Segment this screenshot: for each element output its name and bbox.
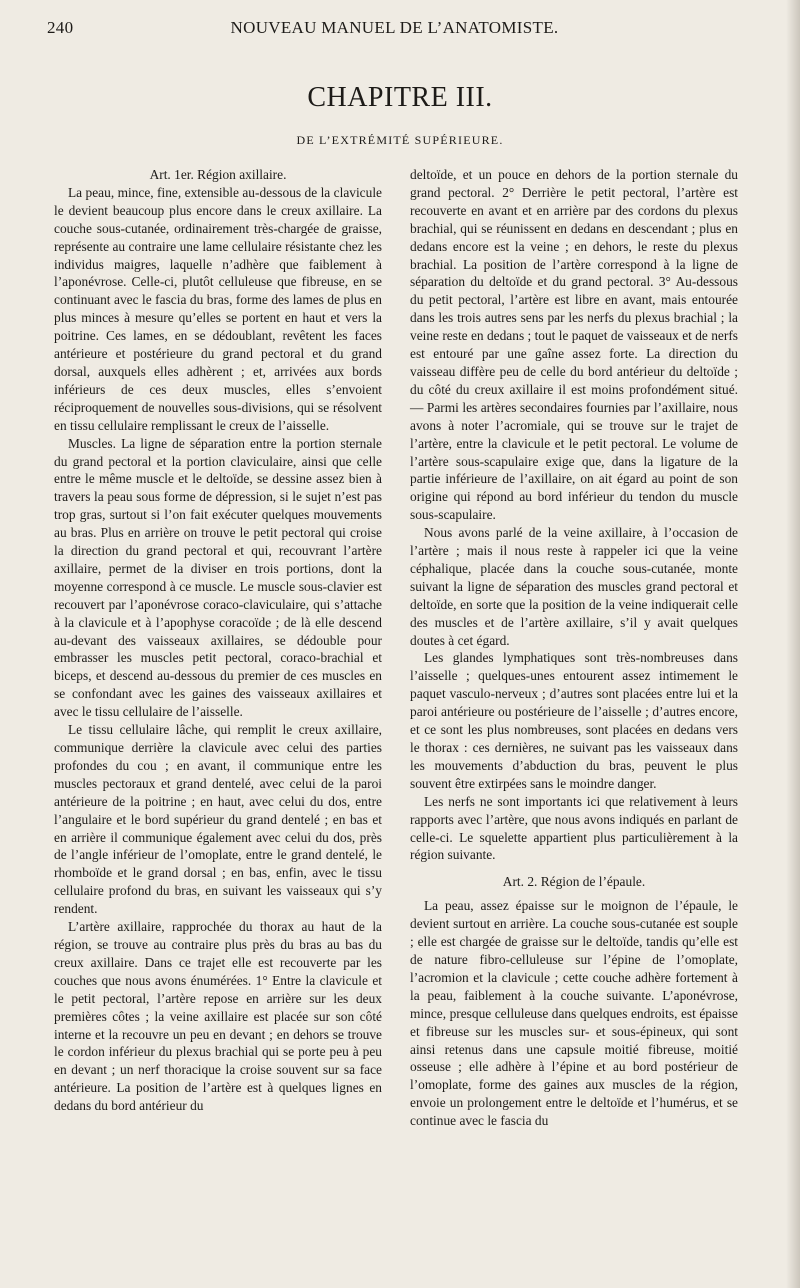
paragraph: Les glandes lymphatiques sont très-nombreuses dans l’aisselle ; quelques-unes entourent assez intimement le paquet vasculo-nerveux ; d’autres sont placées entre lui et la paroi antérieure ou postérieure de l’aisselle ; d’autres encore, et ce sont les plus nombreuses, sont placées en dedans vers le thorax : ces dernières, ne suivant pas les vaisseaux dans les mouvements d’abduction du bras, peuvent le plus souvent être extirpées sans le moindre danger. xyxy=(410,650,738,791)
article-2-heading: Art. 2. Région de l’épaule. xyxy=(502,874,646,890)
chapter-title: CHAPITRE III. xyxy=(307,82,493,113)
paragraph: La peau, assez épaisse sur le moignon de l’épaule, le devient surtout en arrière. La couche sous-cutanée est souple ; elle est chargée de graisse sur le deltoïde, tandis qu’elle est de nature fibro-celluleuse sur l’épine de l’omoplate, l’acromion et la clavicule ; cette couche adhère fortement à la peau, faiblement à la couche suivante. L’aponévrose, mince, presque celluleuse dans quelques endroits, est épaisse et fibreuse sur les muscles sur- et sous-épineux, qui sont ainsi retenus dans une capsule moitié fibreuse, moitié osseuse ; elle adhère à l’épine et au bord postérieur de l’omoplate, forme des gaines aux muscles de la région, envoie un prolongement entre le deltoïde et l’humérus, et se continue avec le fascia du xyxy=(410,898,738,1129)
paragraph: Les nerfs ne sont importants ici que relativement à leurs rapports avec l’artère, que nous avons indiqués en parlant de celle-ci. Le squelette appartient plus particulièrement à la région suivante. xyxy=(410,793,738,863)
paragraph: Nous avons parlé de la veine axillaire, à l’occasion de l’artère ; mais il nous reste à rappeler ici que la veine céphalique, placée dans la couche sous-cutanée, monte suivant la ligne de séparation des muscles grand pectoral et deltoïde, en sorte que la position de la veine indiquerait celle des muscles et de l’artère axillaire, s’il y avait quelques doutes à cet égard. xyxy=(410,525,738,648)
left-column xyxy=(54,166,382,1115)
running-head xyxy=(47,18,742,40)
running-title: NOUVEAU MANUEL DE L’ANATOMISTE. xyxy=(230,18,559,37)
right-column xyxy=(410,166,738,1130)
chapter-subtitle: DE L’EXTRÉMITÉ SUPÉRIEURE. xyxy=(296,133,504,147)
page-number: 240 xyxy=(47,18,74,37)
paragraph: Muscles. La ligne de séparation entre la portion sternale du grand pectoral et la portion claviculaire, ainsi que celle entre le même muscle et le deltoïde, se dessine assez bien à travers la peau sous forme de dépression, si le sujet n’est pas trop gras, surtout si l’on fait exécuter quelques mouvements au bras. Plus en arrière on trouve le petit pectoral qui croise la direction du grand pectoral et qui, recouvrant l’artère axillaire, permet de la diviser en trois portions, dont la moyenne correspond à ce muscle. Le muscle sous-clavier est recouvert par l’aponévrose coraco-claviculaire, qui s’attache à la clavicule et à l’apophyse coracoïde ; de là elle descend au-devant des vaisseaux axillaires, se dédouble pour embrasser les muscles petit pectoral, coraco-brachial et biceps, et descend au-dessous du premier de ces muscles en se confondant avec les gaines des vaisseaux axillaires et avec le tissu cellulaire de l’aisselle. xyxy=(54,435,382,720)
page-edge-shadow xyxy=(786,0,800,1288)
paragraph: deltoïde, et un pouce en dehors de la portion sternale du grand pectoral. 2° Derrière le petit pectoral, l’artère est recouverte en avant et en arrière par des cordons du plexus brachial, qui se réunissent en dedans en descendant ; plus en dedans encore est la veine ; en dehors, le reste du plexus brachial. La position de l’artère correspond à la ligne de séparation du deltoïde et du grand pectoral. 3° Au-dessous du petit pectoral, l’artère est libre en avant, mais entourée dans les trois autres sens par les nerfs du plexus brachial ; la veine reste en dedans ; tout le paquet de vaisseaux et de nerfs est entouré par une gaîne assez forte. La direction du vaisseau diffère peu de celle du bord antérieur du deltoïde ; du côté du creux axillaire il est moins profondément situé. — Parmi les artères secondaires fournies par l’axillaire, nous avons à noter l’acromiale, qui se trouve sur le trajet de l’artère, entre la clavicule et le petit pectoral. Le volume de l’artère sous-scapulaire exige que, dans la ligature de la partie inférieure de l’axillaire, on ait égard au point de son origine qui répond au bord inférieur du tendon du muscle sous-scapulaire. xyxy=(410,167,738,523)
paragraph: L’artère axillaire, rapprochée du thorax au haut de la région, se trouve au contraire plus près du bras au bas du creux axillaire. Dans ce trajet elle est recouverte par les couches que nous avons énumérées. 1° Entre la clavicule et le petit pectoral, l’artère repose en arrière sur les deux premières côtes ; la veine axillaire est placée sur son côté interne et la recouvre un peu en devant ; en dehors se trouve le cordon inférieur du plexus brachial qui se porte peu à peu en devant ; un nerf thoracique la croise souvent sur sa face antérieure. La position de l’artère est à quelques lignes en dedans du bord antérieur du xyxy=(54,919,382,1114)
paragraph: Le tissu cellulaire lâche, qui remplit le creux axillaire, communique derrière la clavicule avec celui des parties profondes du cou ; en avant, il communique entre les muscles pectoraux et grand dentelé, avec celui de la paroi antérieure de la poitrine ; en haut, avec celui du dos, entre l’angulaire et le bord supérieur du grand dentelé ; en bas et en arrière il communique également avec celui du dos, près de l’angle inférieur de l’omoplate, entre le grand dentelé, le rhomboïde et le grand dorsal ; en bas, enfin, avec le tissu cellulaire profond du bras, en suivant les vaisseaux qui s’y rendent. xyxy=(54,722,382,917)
paragraph: La peau, mince, fine, extensible au-dessous de la clavicule le devient beaucoup plus encore dans le creux axillaire. La couche sous-cutanée, ordinairement très-chargée de graisse, représente au contraire une lame cellulaire résistante chez les individus maigres, laquelle n’adhère que faiblement à l’aponévrose. Celle-ci, plutôt celluleuse que fibreuse, en se continuant avec le fascia du bras, forme des lames de plus en plus minces à mesure qu’elles se portent en haut et vers la poitrine. Ces lames, en se dédoublant, revêtent les faces antérieure et postérieure du grand pectoral et du grand dorsal, auxquels elles adhèrent ; et, arrivées aux bords inférieurs de ces deux muscles, elles s’envoient réciproquement de nouvelles sous-divisions, qui se résolvent en tissu cellulaire remplissant le creux de l’aisselle. xyxy=(54,184,382,433)
article-1-heading: Art. 1er. Région axillaire. xyxy=(149,167,287,182)
